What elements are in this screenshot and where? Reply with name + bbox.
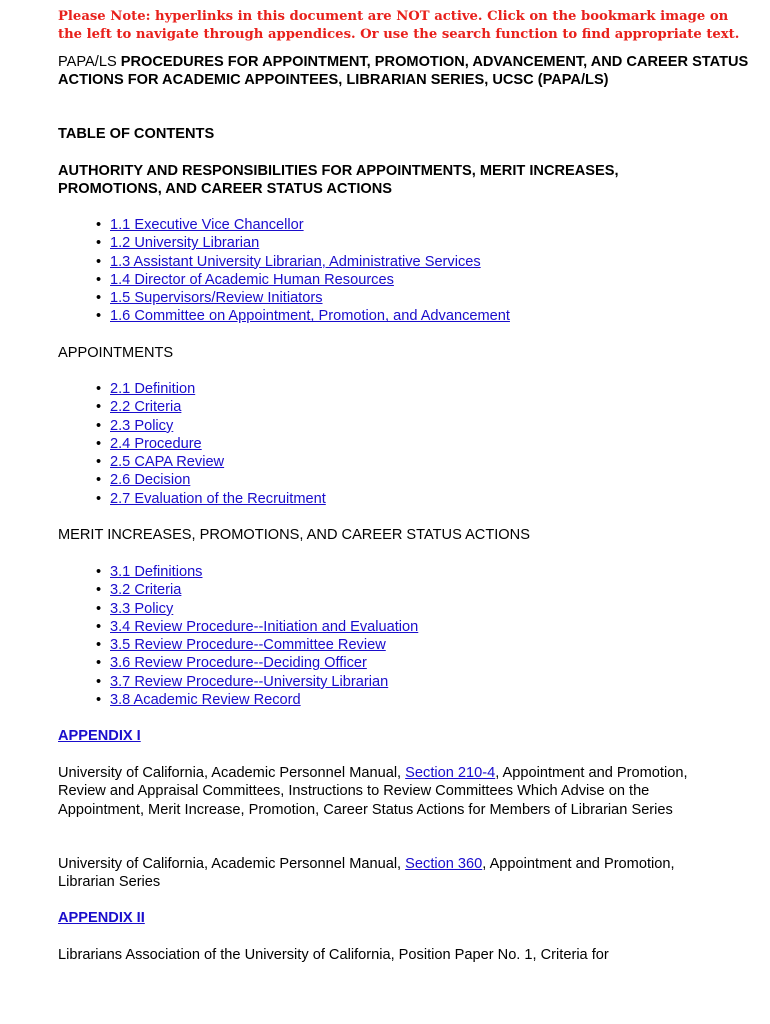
paragraph-text: University of California, Academic Personnel Manual, xyxy=(58,856,406,872)
toc-link-1-1[interactable]: 1.1 Executive Vice Chancellor xyxy=(110,217,304,233)
list-item: • 2.4 Procedure xyxy=(96,435,202,452)
toc-link-3-8[interactable]: 3.8 Academic Review Record xyxy=(110,692,301,709)
paragraph-text: , Appointment and Promotion, Review and Appraisal Committees, Instructions to Review Committees Which Advise on the Appointment, Merit Increase, Promotion, Career Status Actions for Members of Librarian Series xyxy=(58,765,688,818)
list-item: • 1.4 Director of Academic Human Resources xyxy=(96,271,394,288)
appendix-1-link[interactable]: APPENDIX I xyxy=(58,728,141,744)
toc-link-1-4[interactable]: 1.4 Director of Academic Human Resources xyxy=(110,271,394,288)
hyperlink-notice: Please Note: hyperlinks in this document are NOT active. Click on the bookmark image on the left to navigate through appendices. Or use the search function to find appropriate text. xyxy=(58,9,740,42)
section-360-link[interactable]: Section 360 xyxy=(405,856,483,872)
toc-link-2-1[interactable]: 2.1 Definition xyxy=(110,381,196,397)
toc-link-2-7[interactable]: 2.7 Evaluation of the Recruitment xyxy=(110,490,326,507)
toc-heading: TABLE OF CONTENTS xyxy=(58,126,215,142)
list-item: • 2.6 Decision xyxy=(96,472,191,489)
list-item: • 3.6 Review Procedure--Deciding Officer xyxy=(96,655,367,672)
toc-link-1-6[interactable]: 1.6 Committee on Appointment, Promotion, and Advancement xyxy=(110,308,510,325)
list-item: • 3.1 Definitions xyxy=(96,564,203,580)
list-item: • 2.1 Definition xyxy=(96,381,196,397)
title-prefix: PAPA/LS xyxy=(58,54,121,70)
list-item: • 3.3 Policy xyxy=(96,600,174,617)
toc-link-1-5[interactable]: 1.5 Supervisors/Review Initiators xyxy=(110,290,323,307)
toc-link-3-2[interactable]: 3.2 Criteria xyxy=(110,582,182,599)
appendix-2-heading xyxy=(58,909,145,927)
toc-link-2-5[interactable]: 2.5 CAPA Review xyxy=(110,454,225,471)
toc-link-2-2[interactable]: 2.2 Criteria xyxy=(110,399,182,416)
section1-list xyxy=(58,216,510,326)
paragraph-text: , Appointment and Promotion, Librarian Series xyxy=(58,856,675,891)
toc-link-3-1[interactable]: 3.1 Definitions xyxy=(110,564,203,580)
list-item: • 2.3 Policy xyxy=(96,417,174,434)
appendix-1-paragraph-1 xyxy=(58,764,718,819)
toc-link-2-4[interactable]: 2.4 Procedure xyxy=(110,435,202,452)
section3-list xyxy=(58,563,418,709)
toc-link-3-3[interactable]: 3.3 Policy xyxy=(110,600,174,617)
list-item: • 3.5 Review Procedure--Committee Review xyxy=(96,637,386,654)
list-item: • 1.5 Supervisors/Review Initiators xyxy=(96,290,323,307)
toc-link-2-6[interactable]: 2.6 Decision xyxy=(110,472,191,489)
list-item: • 3.7 Review Procedure--University Librarian xyxy=(96,673,389,690)
appendix-1-heading xyxy=(58,727,141,745)
toc-link-1-3[interactable]: 1.3 Assistant University Librarian, Administrative Services xyxy=(110,253,481,270)
document-title xyxy=(58,53,758,90)
list-item: • 1.2 University Librarian xyxy=(96,235,260,252)
list-item: • 2.5 CAPA Review xyxy=(96,454,225,471)
appendix-2-paragraph-1: Librarians Association of the University of California, Position Paper No. 1, Criteria for xyxy=(58,947,609,963)
list-item: • 2.2 Criteria xyxy=(96,399,182,416)
appendix-1-paragraph-2 xyxy=(58,855,718,892)
list-item: • 3.4 Review Procedure--Initiation and Evaluation xyxy=(96,618,419,635)
appendix-2-link[interactable]: APPENDIX II xyxy=(58,910,145,926)
toc-link-3-6[interactable]: 3.6 Review Procedure--Deciding Officer xyxy=(110,655,367,672)
toc-link-3-7[interactable]: 3.7 Review Procedure--University Librarian xyxy=(110,673,389,690)
section1-heading: AUTHORITY AND RESPONSIBILITIES FOR APPOINTMENTS, MERIT INCREASES, PROMOTIONS, AND CAREER STATUS ACTIONS xyxy=(58,163,619,198)
section2-heading: APPOINTMENTS xyxy=(58,345,174,361)
toc-link-3-5[interactable]: 3.5 Review Procedure--Committee Review xyxy=(110,637,386,654)
paragraph-text: University of California, Academic Personnel Manual, xyxy=(58,765,406,781)
list-item: • 1.3 Assistant University Librarian, Administrative Services xyxy=(96,253,481,270)
section2-list xyxy=(58,380,326,508)
toc-link-1-2[interactable]: 1.2 University Librarian xyxy=(110,235,260,252)
section-210-4-link[interactable]: Section 210-4 xyxy=(405,765,496,781)
toc-link-3-4[interactable]: 3.4 Review Procedure--Initiation and Evaluation xyxy=(110,618,419,635)
list-item: • 3.2 Criteria xyxy=(96,582,182,599)
list-item: • 2.7 Evaluation of the Recruitment xyxy=(96,490,326,507)
list-item: • 1.1 Executive Vice Chancellor xyxy=(96,217,304,233)
list-item: • 1.6 Committee on Appointment, Promotion, and Advancement xyxy=(96,308,510,325)
section3-heading: MERIT INCREASES, PROMOTIONS, AND CAREER STATUS ACTIONS xyxy=(58,527,530,543)
title-bold: PROCEDURES FOR APPOINTMENT, PROMOTION, ADVANCEMENT, AND CAREER STATUS ACTIONS FOR ACADEMIC APPOINTEES, LIBRARIAN SERIES, UCSC (PAPA/LS) xyxy=(58,54,749,89)
toc-link-2-3[interactable]: 2.3 Policy xyxy=(110,417,174,434)
list-item: • 3.8 Academic Review Record xyxy=(96,692,301,709)
